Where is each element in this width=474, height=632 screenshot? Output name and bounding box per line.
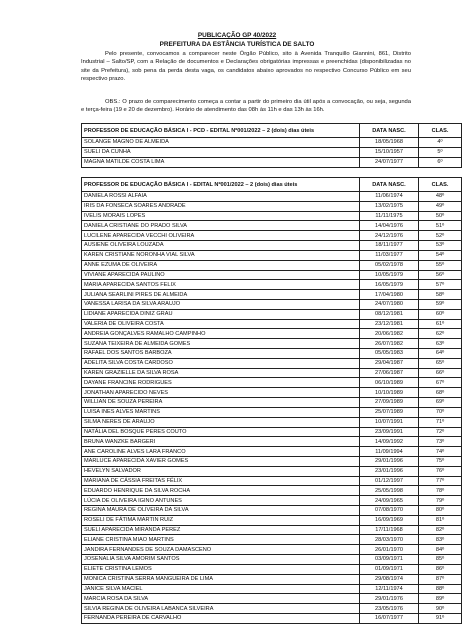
classification: 4º <box>419 138 462 148</box>
candidate-name: JANICE SILVA MACIEL <box>82 584 360 594</box>
birth-date: 25/07/1989 <box>360 407 419 417</box>
classification: 48º <box>419 192 462 202</box>
candidate-name: SILMA NERES DE ARAUJO <box>82 417 360 427</box>
birth-date: 18/11/1977 <box>360 241 419 251</box>
classification: 5º <box>419 147 462 157</box>
table-row <box>82 506 462 516</box>
classification: 87º <box>419 574 462 584</box>
classification: 65º <box>419 358 462 368</box>
candidate-name: KAREN GRAZIELLE DA SILVA ROSA <box>82 368 360 378</box>
birth-date: 16/07/1977 <box>360 613 419 623</box>
classification: 78º <box>419 486 462 496</box>
candidate-name: ROSELI DE FÁTIMA MARTIN RUIZ <box>82 515 360 525</box>
table-title: PROFESSOR DE EDUCAÇÃO BÁSICA I - PCD - EDITAL Nº001/2022 – 2 (dois) dias úteis <box>82 124 360 138</box>
birth-date: 17/11/1968 <box>360 525 419 535</box>
table-header-row <box>82 124 462 138</box>
birth-date: 12/11/1974 <box>360 584 419 594</box>
candidate-name: VALERIA DE OLIVEIRA COSTA <box>82 319 360 329</box>
candidate-name: RAFAEL DOS SANTOS BARBOZA <box>82 349 360 359</box>
birth-date: 10/10/1989 <box>360 388 419 398</box>
classification: 68º <box>419 388 462 398</box>
classification: 79º <box>419 496 462 506</box>
classification: 81º <box>419 515 462 525</box>
candidate-name: SUELI APARECIDA MIRANDA PEREZ <box>82 525 360 535</box>
classification: 54º <box>419 250 462 260</box>
table-row <box>82 476 462 486</box>
classification: 56º <box>419 270 462 280</box>
table-row <box>82 290 462 300</box>
table-row <box>82 525 462 535</box>
birth-date: 11/09/1994 <box>360 447 419 457</box>
table-row <box>82 398 462 408</box>
candidate-name: SOLANGE MAGNO DE ALMEIDA <box>82 138 360 148</box>
table-row <box>82 201 462 211</box>
candidate-name: MONICA CRISTINA SERRA MANGUEIRA DE LIMA <box>82 574 360 584</box>
birth-date: 24/12/1976 <box>360 231 419 241</box>
candidate-name: ANE CAROLINE ALVES LARA FRANCO <box>82 447 360 457</box>
table-row <box>82 545 462 555</box>
document-header <box>0 31 474 49</box>
birth-date: 08/12/1981 <box>360 309 419 319</box>
classification: 62º <box>419 329 462 339</box>
candidate-name: MARIANA DE CÁSSIA FREITAS FÉLIX <box>82 476 360 486</box>
table-row <box>82 564 462 574</box>
classification: 88º <box>419 584 462 594</box>
birth-date: 05/02/1978 <box>360 260 419 270</box>
table-row <box>82 147 462 157</box>
classification: 69º <box>419 398 462 408</box>
table-row <box>82 250 462 260</box>
table-row <box>82 192 462 202</box>
candidate-name: JOSENALIA SILVA AMORIM SANTOS <box>82 555 360 565</box>
classification: 91º <box>419 613 462 623</box>
birth-date: 18/05/1968 <box>360 138 419 148</box>
candidate-name: JULIANA SEARLINI PIRES DE ALMEIDA <box>82 290 360 300</box>
table-row <box>82 358 462 368</box>
birth-date: 29/04/1987 <box>360 358 419 368</box>
classification: 57º <box>419 280 462 290</box>
classification: 70º <box>419 407 462 417</box>
birth-date: 23/09/1991 <box>360 427 419 437</box>
candidate-name: ANNE EZUMA DE OLIVEIRA <box>82 260 360 270</box>
candidate-name: AUSIENE OLIVEIRA LOUZADA <box>82 241 360 251</box>
candidate-name: ELIANE CRISTINA MIAO MARTINS <box>82 535 360 545</box>
candidate-name: SUZANA TEIXEIRA DE ALMEIDA GOMES <box>82 339 360 349</box>
table-row <box>82 447 462 457</box>
classification: 59º <box>419 299 462 309</box>
birth-date: 11/06/1974 <box>360 192 419 202</box>
observation-paragraph: OBS.: O prazo de comparecimento começa a contar a partir do primeiro dia útil após a convocação, ou seja, segunda e terça-feira (19 e 20 de dezembro). Horário de atendimento das 08h às 11h e das 13h às 16h. <box>81 99 411 114</box>
birth-date: 11/11/1975 <box>360 211 419 221</box>
classification: 53º <box>419 241 462 251</box>
candidate-name: DAYANE FRANCINE RODRIGUES <box>82 378 360 388</box>
birth-date: 24/07/1980 <box>360 299 419 309</box>
column-header-classification: CLAS. <box>419 178 462 192</box>
table-row <box>82 594 462 604</box>
classification: 85º <box>419 555 462 565</box>
classification: 77º <box>419 476 462 486</box>
table-title: PROFESSOR DE EDUCAÇÃO BÁSICA I - EDITAL Nº001/2022 – 2 (dois) dias úteis <box>82 178 360 192</box>
birth-date: 29/01/1976 <box>360 594 419 604</box>
candidate-name: LIDIANE APARECIDA DINIZ GRAU <box>82 309 360 319</box>
classification: 63º <box>419 339 462 349</box>
table-row <box>82 299 462 309</box>
birth-date: 29/08/1974 <box>360 574 419 584</box>
classification: 58º <box>419 290 462 300</box>
table-row <box>82 496 462 506</box>
candidate-name: NATÁLIA DEL BOSQUE PERES COUTO <box>82 427 360 437</box>
classification: 71º <box>419 417 462 427</box>
birth-date: 06/10/1989 <box>360 378 419 388</box>
table-row <box>82 486 462 496</box>
classification: 51º <box>419 221 462 231</box>
classification: 64º <box>419 349 462 359</box>
candidate-name: JANDIRA FERNANDES DE SOUZA DAMASCENO <box>82 545 360 555</box>
table-row <box>82 466 462 476</box>
candidate-name: DANIELA CRISTIANE DO PRADO SILVA <box>82 221 360 231</box>
birth-date: 29/01/1996 <box>360 456 419 466</box>
table-row <box>82 260 462 270</box>
table-row <box>82 309 462 319</box>
table-row <box>82 211 462 221</box>
birth-date: 01/09/1971 <box>360 564 419 574</box>
table-row <box>82 574 462 584</box>
classification: 73º <box>419 437 462 447</box>
classification: 67º <box>419 378 462 388</box>
classification: 55º <box>419 260 462 270</box>
table-row <box>82 515 462 525</box>
table-row <box>82 368 462 378</box>
candidate-name: SILVIA REGINA DE OLIVEIRA LABANCA SILVEIRA <box>82 604 360 614</box>
candidate-name: JONATHAN APARECIDO NEVES <box>82 388 360 398</box>
birth-date: 28/03/1970 <box>360 535 419 545</box>
candidate-name: KAREN CRISTIANE NORONHA VIAL SILVA <box>82 250 360 260</box>
table-row <box>82 221 462 231</box>
classification: 84º <box>419 545 462 555</box>
birth-date: 15/10/1957 <box>360 147 419 157</box>
birth-date: 13/02/1975 <box>360 201 419 211</box>
candidate-name: BRUNA WANZKE BARGERI <box>82 437 360 447</box>
candidate-name: LUCILENE APARECIDA VECCHI OLIVEIRA <box>82 231 360 241</box>
candidate-name: DANIELA ROSSI ALFAIA <box>82 192 360 202</box>
candidate-name: ANDREIA GONÇALVES RAMALHO CAMPINHO <box>82 329 360 339</box>
classification: 72º <box>419 427 462 437</box>
pcd-candidates-table <box>81 123 462 168</box>
birth-date: 26/07/1982 <box>360 339 419 349</box>
classification: 60º <box>419 309 462 319</box>
birth-date: 11/03/1977 <box>360 250 419 260</box>
classification: 83º <box>419 535 462 545</box>
table-row <box>82 319 462 329</box>
birth-date: 24/09/1965 <box>360 496 419 506</box>
candidate-name: SUELI DA CUNHA <box>82 147 360 157</box>
birth-date: 23/05/1976 <box>360 604 419 614</box>
table-row <box>82 339 462 349</box>
table-row <box>82 604 462 614</box>
prefecture-name: PREFEITURA DA ESTÂNCIA TURÍSTICA DE SALTO <box>159 41 315 48</box>
publication-number: PUBLICAÇÃO GP 40/2022 <box>197 32 277 39</box>
candidate-name: MARLUCE APARECIDA XAVIER GOMES <box>82 456 360 466</box>
candidate-name: WILLIAN DE SOUZA PEREIRA <box>82 398 360 408</box>
birth-date: 03/09/1971 <box>360 555 419 565</box>
classification: 76º <box>419 466 462 476</box>
birth-date: 16/09/1969 <box>360 515 419 525</box>
birth-date: 10/05/1979 <box>360 270 419 280</box>
table-row <box>82 329 462 339</box>
table-row <box>82 437 462 447</box>
table-row <box>82 241 462 251</box>
birth-date: 14/09/1992 <box>360 437 419 447</box>
birth-date: 05/05/1983 <box>360 349 419 359</box>
table-row <box>82 407 462 417</box>
column-header-classification: CLAS. <box>419 124 462 138</box>
candidate-name: MAGNA MATILDE COSTA LIMA <box>82 157 360 167</box>
classification: 75º <box>419 456 462 466</box>
classification: 90º <box>419 604 462 614</box>
table-row <box>82 584 462 594</box>
birth-date: 10/07/1991 <box>360 417 419 427</box>
candidate-name: LÚCIA DE OLIVEIRA IGINO ANTUNES <box>82 496 360 506</box>
candidate-name: HEVELYN SALVADOR <box>82 466 360 476</box>
column-header-birthdate: DATA NASC. <box>360 124 419 138</box>
table-row <box>82 280 462 290</box>
table-row <box>82 157 462 167</box>
classification: 74º <box>419 447 462 457</box>
birth-date: 26/01/1970 <box>360 545 419 555</box>
column-header-birthdate: DATA NASC. <box>360 178 419 192</box>
birth-date: 27/09/1989 <box>360 398 419 408</box>
general-candidates-table <box>81 177 462 624</box>
candidate-name: EDUARDO HENRIQUE DA SILVA ROCHA <box>82 486 360 496</box>
table-row <box>82 378 462 388</box>
classification: 6º <box>419 157 462 167</box>
candidate-name: ELIETE CRISTINA LEMOS <box>82 564 360 574</box>
birth-date: 27/06/1987 <box>360 368 419 378</box>
birth-date: 07/08/1970 <box>360 506 419 516</box>
classification: 50º <box>419 211 462 221</box>
classification: 49º <box>419 201 462 211</box>
classification: 89º <box>419 594 462 604</box>
classification: 80º <box>419 506 462 516</box>
candidate-name: FERNANDA PEREIRA DE CARVALHO <box>82 613 360 623</box>
birth-date: 14/04/1976 <box>360 221 419 231</box>
birth-date: 25/05/1998 <box>360 486 419 496</box>
birth-date: 16/05/1979 <box>360 280 419 290</box>
birth-date: 23/01/1996 <box>360 466 419 476</box>
table-row <box>82 270 462 280</box>
classification: 66º <box>419 368 462 378</box>
table-row <box>82 555 462 565</box>
birth-date: 20/06/1982 <box>360 329 419 339</box>
candidate-name: VIVIANE APARECIDA PAULINO <box>82 270 360 280</box>
table-row <box>82 427 462 437</box>
candidate-name: VANESSA LARISA DA SILVA ARAUJO <box>82 299 360 309</box>
table-row <box>82 456 462 466</box>
table-row <box>82 535 462 545</box>
birth-date: 01/12/1997 <box>360 476 419 486</box>
candidate-name: MARCIA ROSA DA SILVA <box>82 594 360 604</box>
table-row <box>82 613 462 623</box>
table-header-row <box>82 178 462 192</box>
table-row <box>82 388 462 398</box>
classification: 82º <box>419 525 462 535</box>
classification: 61º <box>419 319 462 329</box>
convocation-paragraph: Pelo presente, convocamos a comparecer neste Órgão Público, sito à Avenida Tranquillo Giannini, 861, Distrito Industrial – Salto/SP, com a Relação de documentos e Declarações obrigatórias impressas e preenchidas (disponibilizadas no site da Prefeitura), sob pena da perda desta vaga, os candidatos abaixo aprovados no respectivo Concurso Público em seu respectivo prazo. <box>81 51 411 83</box>
candidate-name: REGINA MAURA DE OLIVEIRA DA SILVA <box>82 506 360 516</box>
classification: 86º <box>419 564 462 574</box>
candidate-name: IVELIS MORAIS LOPES <box>82 211 360 221</box>
candidate-name: ADELITA SILVA COSTA CARDOSO <box>82 358 360 368</box>
candidate-name: MARIA APARECIDA SANTOS FELIX <box>82 280 360 290</box>
birth-date: 23/12/1981 <box>360 319 419 329</box>
birth-date: 24/07/1977 <box>360 157 419 167</box>
table-row <box>82 417 462 427</box>
table-row <box>82 349 462 359</box>
candidate-name: LUISA INES ALVES MARTINS <box>82 407 360 417</box>
candidate-name: IRIS DA FONSECA SOARES ANDRADE <box>82 201 360 211</box>
classification: 52º <box>419 231 462 241</box>
table-row <box>82 231 462 241</box>
table-row <box>82 138 462 148</box>
birth-date: 17/04/1980 <box>360 290 419 300</box>
